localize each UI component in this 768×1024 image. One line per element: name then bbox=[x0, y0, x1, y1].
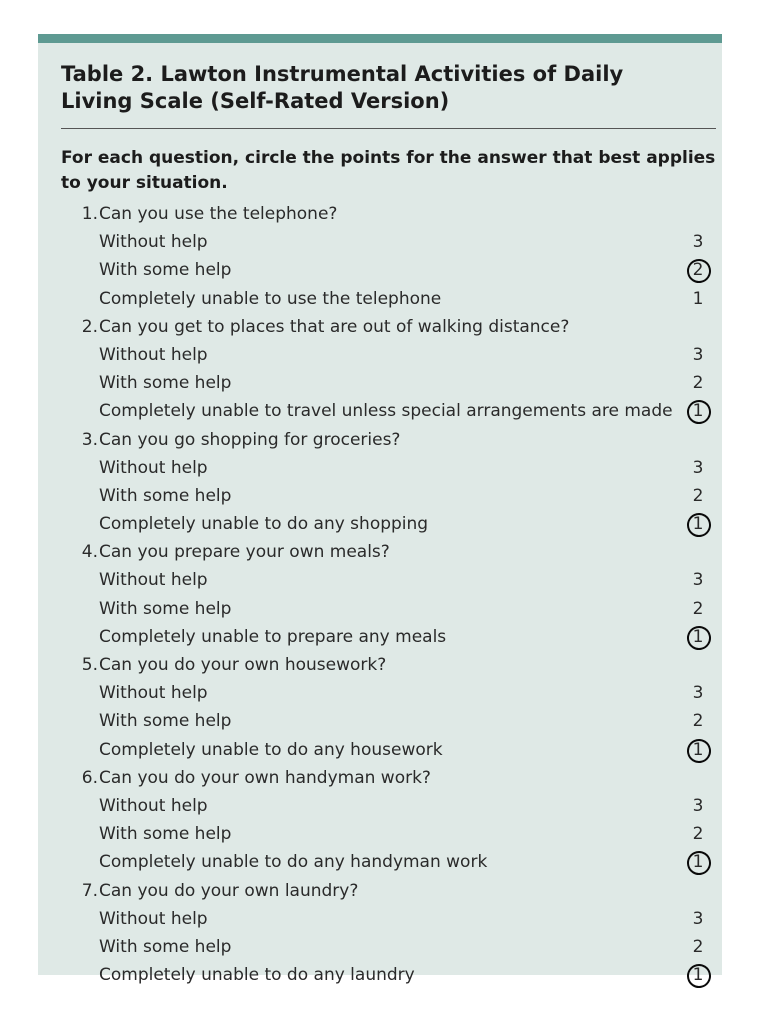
answer-points[interactable]: 2 bbox=[692, 373, 704, 394]
answer-option[interactable] bbox=[38, 933, 722, 961]
answer-option[interactable] bbox=[38, 736, 722, 764]
answer-label: With some help bbox=[99, 373, 232, 394]
answer-points[interactable]: 1 bbox=[692, 288, 704, 309]
circled-points[interactable]: 1 bbox=[688, 397, 708, 425]
answer-option[interactable] bbox=[38, 285, 722, 313]
answer-option[interactable] bbox=[38, 341, 722, 369]
question-text: Can you prepare your own meals? bbox=[99, 542, 390, 563]
question-text: Can you do your own housework? bbox=[99, 655, 387, 675]
answer-option[interactable] bbox=[38, 454, 722, 482]
answer-option[interactable] bbox=[38, 228, 722, 256]
answer-label: With some help bbox=[99, 824, 232, 845]
question-text: Can you use the telephone? bbox=[99, 204, 338, 224]
answer-label: Without help bbox=[99, 457, 208, 478]
answer-label: Completely unable to travel unless special arrangements are made bbox=[99, 401, 673, 422]
question-list bbox=[38, 200, 722, 989]
answer-label: With some help bbox=[99, 711, 232, 732]
question-number: 2. bbox=[81, 316, 98, 337]
answer-label: Completely unable to do any housework bbox=[99, 739, 443, 760]
table-title: Table 2. Lawton Instrumental Activities of Daily Living Scale (Self-Rated Version) bbox=[61, 62, 624, 113]
circled-points[interactable]: 1 bbox=[688, 961, 708, 989]
question-number: 4. bbox=[81, 542, 98, 563]
circled-points[interactable]: 1 bbox=[688, 623, 708, 651]
question-5 bbox=[38, 651, 722, 679]
answer-points[interactable]: 3 bbox=[692, 344, 704, 365]
answer-label: With some help bbox=[99, 260, 232, 281]
title-divider bbox=[61, 128, 716, 129]
answer-points[interactable]: 2 bbox=[692, 485, 704, 506]
answer-points[interactable]: 2 bbox=[692, 824, 704, 845]
answer-points[interactable]: 3 bbox=[692, 908, 704, 929]
answer-points[interactable]: 2 bbox=[692, 598, 704, 619]
question-4 bbox=[38, 538, 722, 566]
answer-label: Completely unable to do any laundry bbox=[99, 965, 415, 986]
header-accent-bar bbox=[38, 34, 722, 43]
answer-option[interactable] bbox=[38, 679, 722, 707]
answer-points[interactable]: 2 bbox=[692, 711, 704, 732]
question-text: Can you do your own laundry? bbox=[99, 880, 359, 901]
question-6 bbox=[38, 764, 722, 792]
answer-label: Without help bbox=[99, 570, 208, 591]
question-text: Can you go shopping for groceries? bbox=[99, 429, 401, 450]
circled-points[interactable]: 2 bbox=[688, 256, 708, 284]
answer-label: Without help bbox=[99, 795, 208, 816]
circled-points[interactable]: 1 bbox=[688, 848, 708, 876]
answer-label: Without help bbox=[99, 683, 208, 704]
answer-label: Completely unable to prepare any meals bbox=[99, 626, 447, 647]
answer-option[interactable] bbox=[38, 961, 722, 989]
answer-option[interactable] bbox=[38, 792, 722, 820]
instructions: For each question, circle the points for the answer that best applies to your situation. bbox=[61, 148, 716, 193]
answer-option[interactable] bbox=[38, 707, 722, 735]
answer-label: With some help bbox=[99, 598, 232, 619]
answer-option[interactable] bbox=[38, 397, 722, 425]
answer-label: Without help bbox=[99, 344, 208, 365]
answer-points[interactable]: 3 bbox=[692, 683, 704, 704]
question-number: 5. bbox=[81, 655, 98, 675]
circled-points[interactable]: 1 bbox=[688, 510, 708, 538]
answer-label: Completely unable to do any shopping bbox=[99, 514, 429, 535]
answer-option[interactable] bbox=[38, 595, 722, 623]
answer-option[interactable] bbox=[38, 369, 722, 397]
question-number: 3. bbox=[81, 429, 98, 450]
answer-option[interactable] bbox=[38, 510, 722, 538]
answer-points[interactable]: 2 bbox=[692, 936, 704, 957]
answer-label: Completely unable to use the telephone bbox=[99, 288, 442, 309]
answer-label: Completely unable to do any handyman work bbox=[99, 852, 488, 873]
answer-option[interactable] bbox=[38, 256, 722, 284]
answer-points[interactable]: 3 bbox=[692, 457, 704, 478]
question-number: 1. bbox=[81, 204, 98, 224]
answer-points[interactable]: 3 bbox=[692, 232, 704, 253]
question-text: Can you get to places that are out of walking distance? bbox=[99, 316, 570, 337]
circled-points[interactable]: 1 bbox=[688, 736, 708, 764]
answer-points[interactable]: 3 bbox=[692, 570, 704, 591]
answer-points[interactable]: 3 bbox=[692, 795, 704, 816]
answer-option[interactable] bbox=[38, 482, 722, 510]
question-1 bbox=[38, 200, 722, 228]
answer-option[interactable] bbox=[38, 848, 722, 876]
question-number: 7. bbox=[81, 880, 98, 901]
question-number: 6. bbox=[81, 767, 98, 788]
answer-option[interactable] bbox=[38, 623, 722, 651]
answer-option[interactable] bbox=[38, 905, 722, 933]
answer-label: Without help bbox=[99, 908, 208, 929]
answer-label: Without help bbox=[99, 232, 208, 253]
form-panel bbox=[38, 34, 722, 986]
question-7 bbox=[38, 877, 722, 905]
question-text: Can you do your own handyman work? bbox=[99, 767, 431, 788]
answer-label: With some help bbox=[99, 936, 232, 957]
question-2 bbox=[38, 313, 722, 341]
answer-option[interactable] bbox=[38, 820, 722, 848]
answer-option[interactable] bbox=[38, 566, 722, 594]
question-3 bbox=[38, 426, 722, 454]
answer-label: With some help bbox=[99, 485, 232, 506]
